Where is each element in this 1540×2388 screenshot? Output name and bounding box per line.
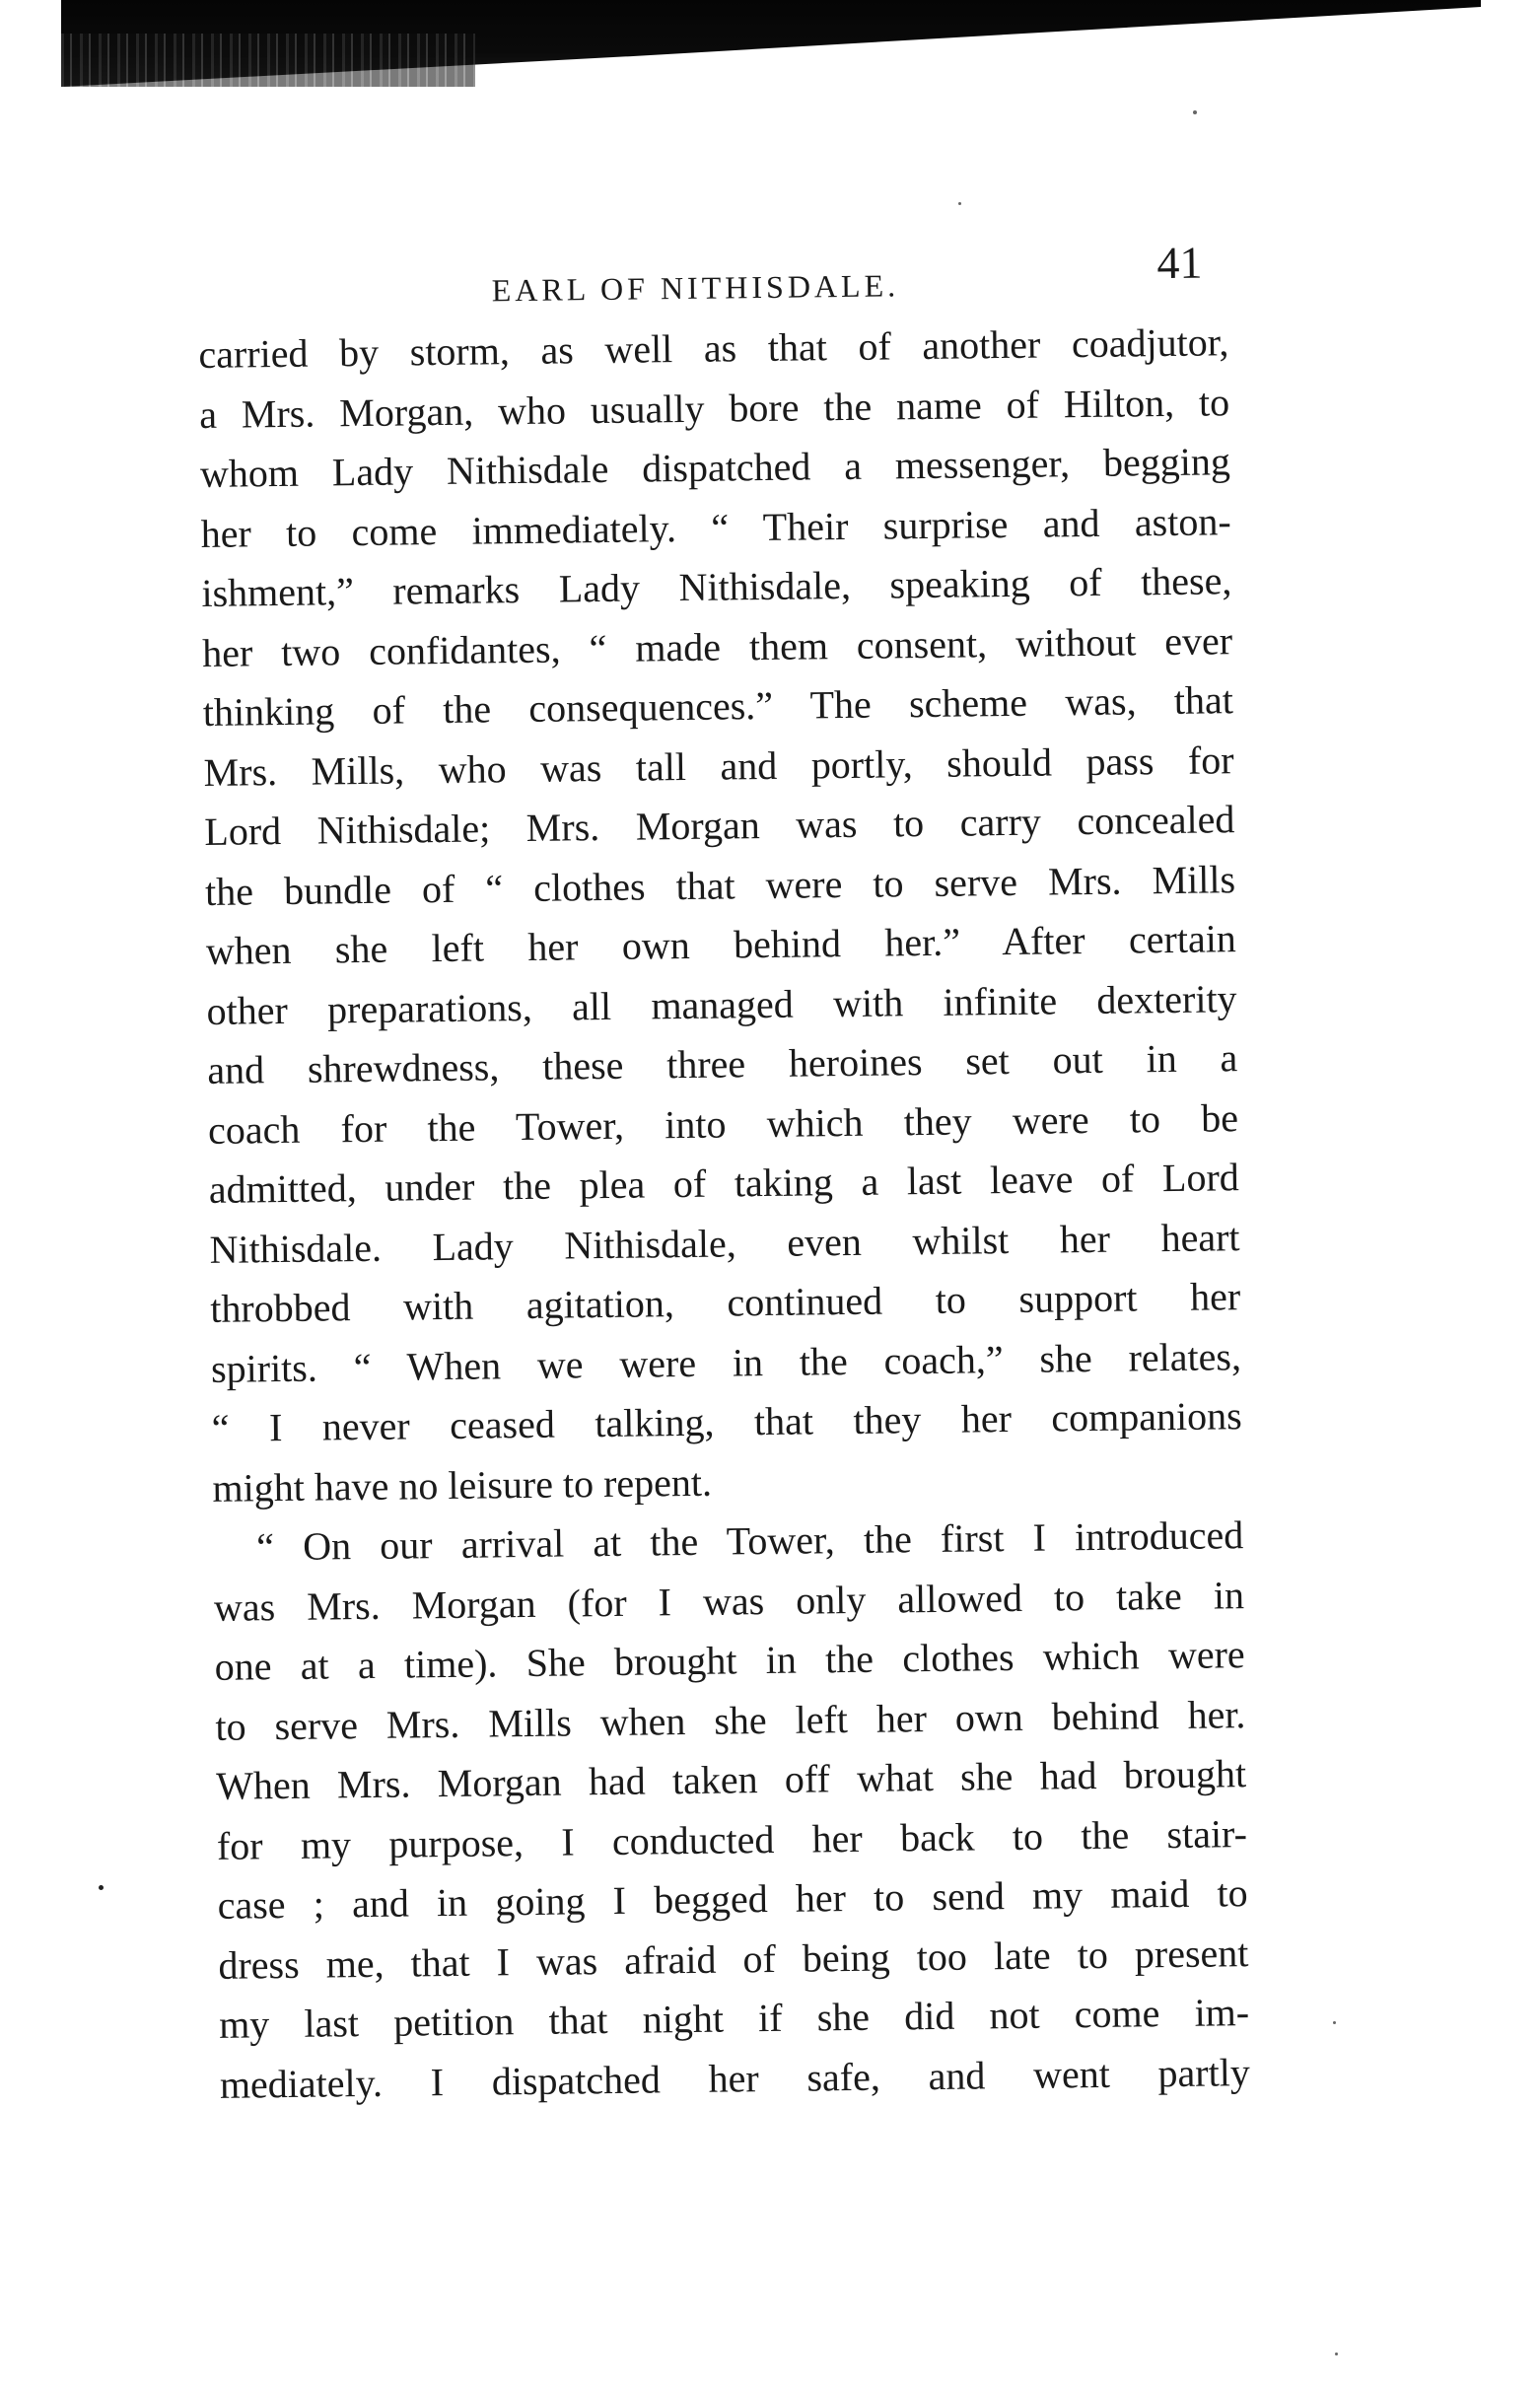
text-line: ishment,” remarks Lady Nithisdale, speaking of these, — [201, 558, 1232, 615]
running-head-title: EARL OF NITHISDALE. — [491, 267, 900, 309]
body-text — [198, 313, 1250, 2115]
text-line: Lord Nithisdale; Mrs. Morgan was to carry concealed — [204, 797, 1235, 854]
text-line: When Mrs. Morgan had taken off what she had brought — [215, 1751, 1247, 1808]
text-line: her to come immediately. “ Their surprise and aston- — [200, 498, 1231, 556]
book-page — [197, 224, 1250, 2115]
page-number: 41 — [1156, 237, 1203, 289]
text-line: carried by storm, as well as that of another coadjutor, — [198, 319, 1229, 377]
scan-edge-texture — [61, 34, 475, 87]
text-line: other preparations, all managed with infinite dexterity — [206, 975, 1237, 1033]
text-line: thinking of the consequences.” The scheme was, that — [202, 677, 1234, 735]
text-line: whom Lady Nithisdale dispatched a messenger, begging — [199, 439, 1231, 496]
text-line: Nithisdale. Lady Nithisdale, even whilst her heart — [209, 1214, 1240, 1272]
text-line: a Mrs. Morgan, who usually bore the name of Hilton, to — [198, 379, 1230, 437]
dust-speck — [1193, 110, 1197, 114]
text-line: coach for the Tower, into which they were to be — [207, 1094, 1239, 1153]
text-line: case ; and in going I begged her to send my maid to — [217, 1870, 1248, 1928]
text-line: was Mrs. Morgan (for I was only allowed to take in — [213, 1572, 1245, 1630]
text-line: for my purpose, I conducted her back to the stair- — [216, 1810, 1248, 1868]
text-line: admitted, under the plea of taking a last leave of Lord — [208, 1155, 1240, 1212]
dust-speck — [958, 202, 961, 205]
text-line: spirits. “ When we were in the coach,” she relates, — [210, 1333, 1242, 1391]
text-line: the bundle of “ clothes that were to serve Mrs. Mills — [204, 856, 1236, 914]
text-line: throbbed with agitation, continued to support her — [210, 1274, 1241, 1331]
text-line: Mrs. Mills, who was tall and portly, should pass for — [203, 737, 1234, 795]
dust-speck — [1333, 2021, 1336, 2024]
text-line: and shrewdness, these three heroines set out in a — [207, 1035, 1238, 1092]
dust-speck — [1335, 2353, 1338, 2355]
text-line: her two confidantes, “ made them consent, without ever — [201, 617, 1233, 675]
running-head — [197, 224, 1228, 325]
text-line: to serve Mrs. Mills when she left her own behind her. — [215, 1691, 1246, 1749]
dust-speck — [99, 1885, 104, 1890]
text-line: my last petition that night if she did not come im- — [218, 1990, 1250, 2047]
text-line: mediately. I dispatched her safe, and went partly — [219, 2049, 1251, 2107]
paragraph — [213, 1506, 1250, 2115]
text-line: “ On our arrival at the Tower, the first I introduced — [255, 1512, 1244, 1570]
text-line: dress me, that I was afraid of being too late to present — [218, 1930, 1249, 1988]
paragraph — [198, 313, 1243, 1518]
text-line: when she left her own behind her.” After certain — [205, 916, 1237, 973]
text-line: “ I never ceased talking, that they her companions — [211, 1393, 1242, 1450]
text-line: might have no leisure to repent. — [212, 1459, 713, 1510]
text-line: one at a time). She brought in the clothes which were — [214, 1632, 1245, 1689]
